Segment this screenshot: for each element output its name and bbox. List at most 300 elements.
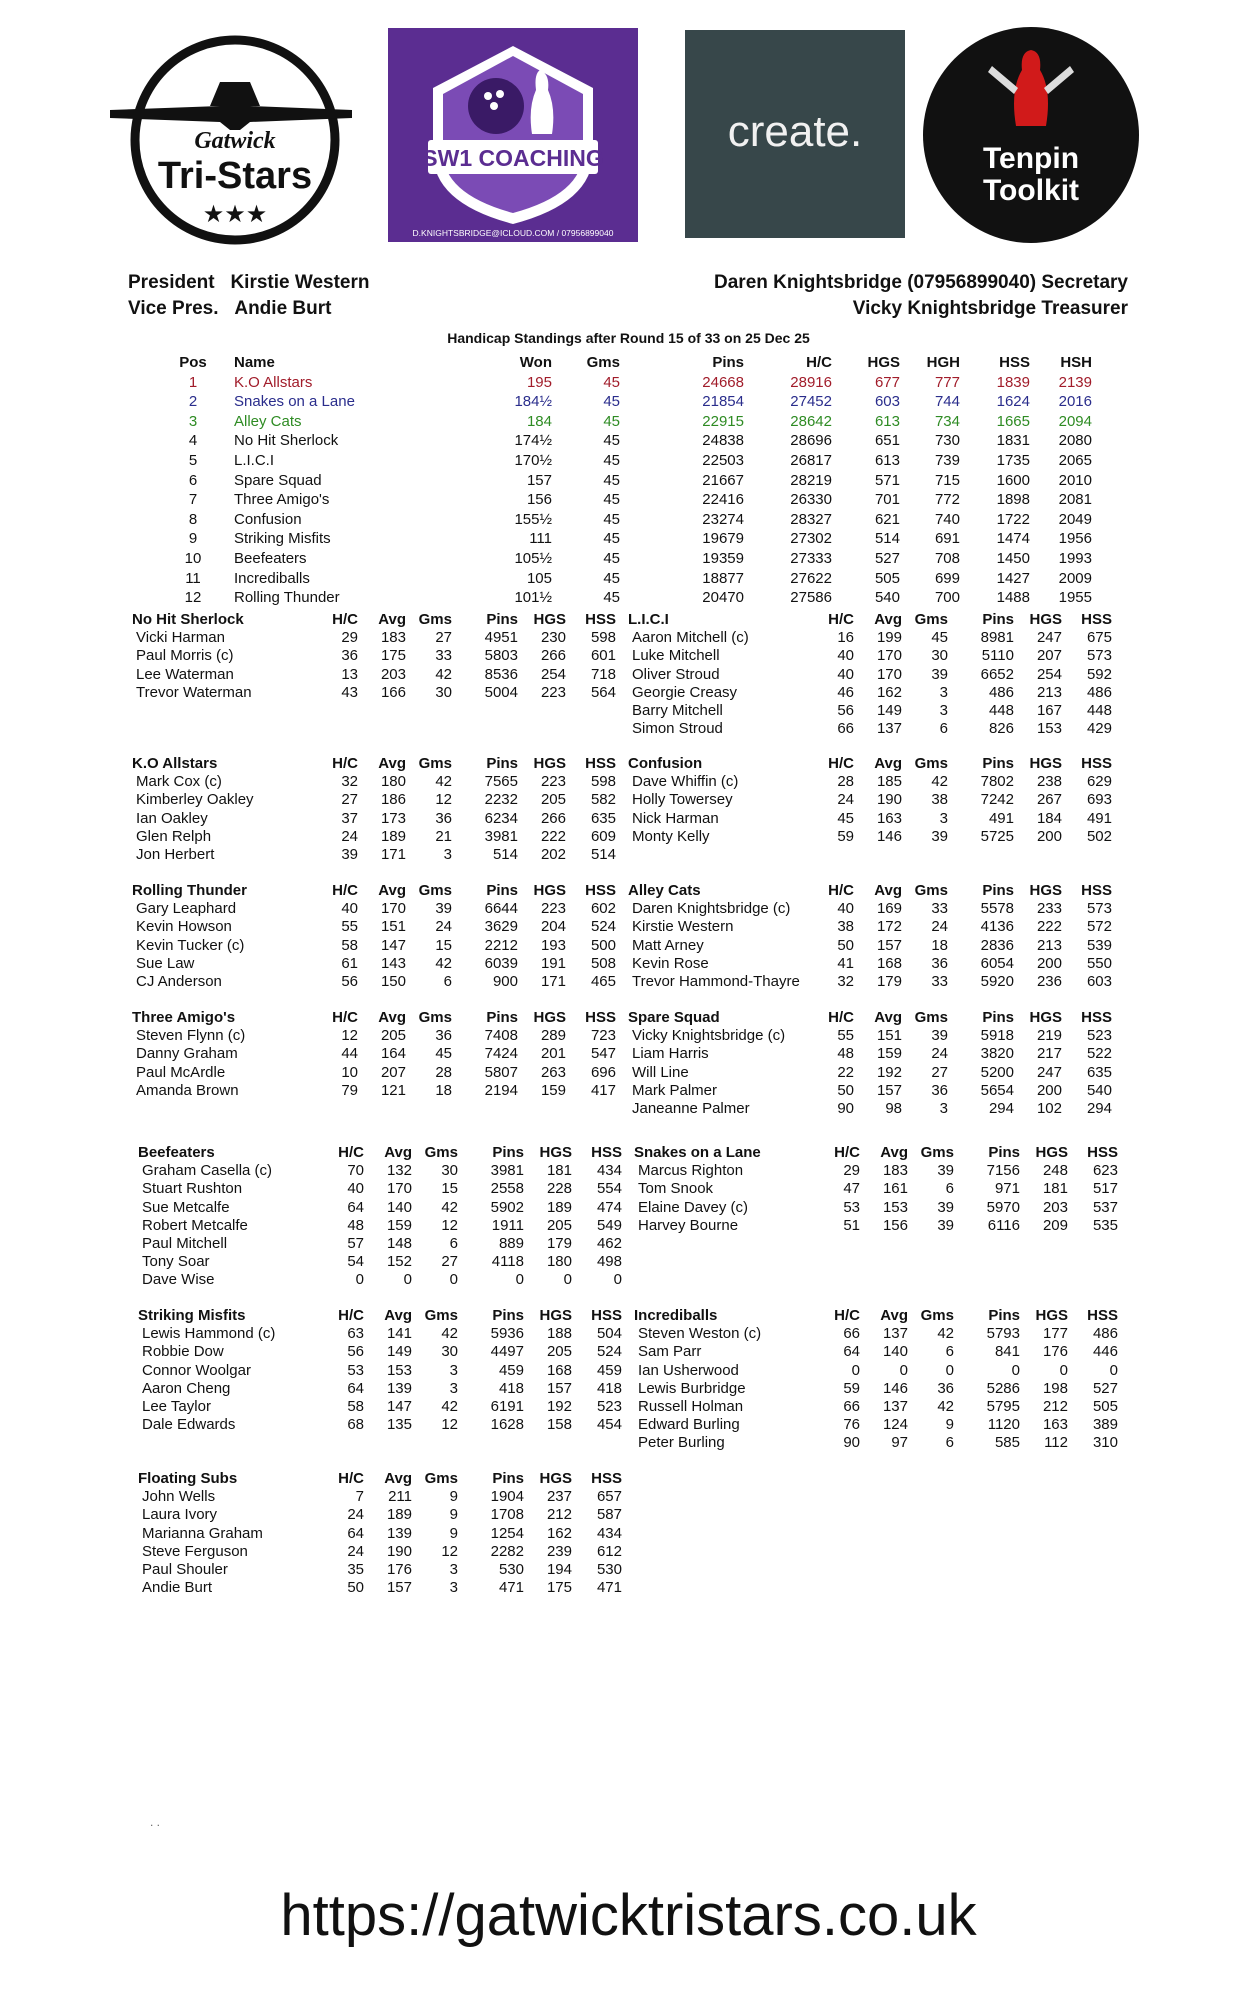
standings-cell-won: 111 [529, 530, 552, 548]
player-row [132, 900, 628, 918]
player-name: Ian Usherwood [638, 1361, 739, 1379]
player-name: Dale Edwards [142, 1416, 236, 1434]
player-hgs: 228 [546, 1180, 572, 1198]
standings-row [0, 550, 1257, 570]
player-pins: 841 [994, 1343, 1020, 1361]
team-header-gms: Gms [914, 882, 948, 899]
player-avg: 192 [876, 1063, 902, 1081]
player-hc: 58 [347, 1397, 364, 1415]
team-header-pins: Pins [982, 611, 1014, 628]
standings-cell-hgh: 715 [934, 471, 960, 489]
standings-cell-pins: 18877 [702, 569, 744, 587]
standings-row [0, 452, 1257, 472]
player-name: CJ Anderson [136, 972, 222, 990]
player-hss: 0 [1109, 1361, 1118, 1379]
standings-cell-pos: 1 [188, 373, 198, 391]
player-row [132, 810, 628, 828]
player-row [628, 773, 1124, 791]
player-row [138, 1362, 634, 1380]
player-gms: 42 [435, 665, 452, 683]
team-header-hgs: HGS [1029, 755, 1062, 772]
player-hss: 603 [1086, 972, 1112, 990]
player-hgs: 236 [1036, 972, 1062, 990]
standings-cell-hgs: 603 [874, 393, 900, 411]
player-hss: 723 [590, 1027, 616, 1045]
team-header-gms: Gms [920, 1144, 954, 1161]
standings-cell-pins: 22503 [702, 451, 744, 469]
player-avg: 180 [380, 773, 406, 791]
player-avg: 164 [380, 1045, 406, 1063]
team-name: L.I.C.I [628, 611, 669, 628]
standings-cell-hgs: 651 [874, 432, 900, 450]
player-hc: 29 [843, 1162, 860, 1180]
player-name: Lewis Burbridge [638, 1379, 746, 1397]
player-hgs: 191 [540, 954, 566, 972]
player-hss: 471 [596, 1579, 622, 1597]
player-pins: 5803 [484, 647, 518, 665]
team-header-hc: H/C [332, 882, 358, 899]
player-gms: 39 [931, 827, 948, 845]
player-hgs: 209 [1042, 1216, 1068, 1234]
standings-cell-hc: 27622 [790, 569, 832, 587]
team-header-hgs: HGS [533, 1009, 566, 1026]
team-header-pins: Pins [492, 1470, 524, 1487]
player-hc: 39 [341, 845, 358, 863]
player-pins: 294 [988, 1099, 1014, 1117]
standings-cell-hc: 27333 [790, 549, 832, 567]
player-name: Dave Wise [142, 1271, 215, 1289]
player-row [132, 846, 628, 864]
player-row [138, 1217, 634, 1235]
player-gms: 42 [441, 1325, 458, 1343]
standings-title: Handicap Standings after Round 15 of 33 on 25 Dec 25 [447, 330, 810, 346]
standings-cell-won: 156 [526, 491, 552, 509]
player-gms: 3 [939, 683, 948, 701]
player-hc: 50 [837, 936, 854, 954]
standings-cell-name: Beefeaters [234, 549, 307, 567]
player-hss: 535 [1092, 1216, 1118, 1234]
standings-cell-hgh: 772 [934, 491, 960, 509]
team-header-hss: HSS [591, 1144, 622, 1161]
player-row [634, 1180, 1130, 1198]
player-name: Aaron Cheng [142, 1379, 231, 1397]
player-name: Holly Towersey [632, 791, 733, 809]
player-hc: 47 [843, 1180, 860, 1198]
player-avg: 185 [876, 773, 902, 791]
team-header [138, 1470, 634, 1488]
standings-row [0, 413, 1257, 433]
standings-cell-hsh: 1993 [1058, 549, 1092, 567]
player-hgs: 222 [540, 827, 566, 845]
player-row [634, 1343, 1130, 1361]
player-gms: 45 [435, 1045, 452, 1063]
player-hgs: 112 [1044, 1434, 1068, 1452]
player-gms: 39 [937, 1216, 954, 1234]
player-pins: 1904 [490, 1488, 524, 1506]
team-table [138, 1307, 634, 1434]
player-row [628, 791, 1124, 809]
player-hgs: 213 [1036, 936, 1062, 954]
player-hc: 28 [837, 773, 854, 791]
player-hc: 57 [347, 1234, 364, 1252]
team-header-hss: HSS [1081, 1009, 1112, 1026]
player-hc: 53 [347, 1361, 364, 1379]
standings-cell-hgs: 613 [874, 412, 900, 430]
player-avg: 139 [386, 1379, 412, 1397]
team-header-gms: Gms [914, 611, 948, 628]
player-avg: 153 [386, 1361, 412, 1379]
player-pins: 3981 [484, 827, 518, 845]
player-hss: 598 [590, 773, 616, 791]
team-table [138, 1470, 634, 1597]
player-pins: 900 [492, 972, 518, 990]
player-hc: 22 [837, 1063, 854, 1081]
player-name: Tony Soar [142, 1253, 210, 1271]
player-avg: 207 [380, 1063, 406, 1081]
player-hc: 44 [341, 1045, 358, 1063]
player-hss: 623 [1092, 1162, 1118, 1180]
player-pins: 7408 [484, 1027, 518, 1045]
standings-row [0, 511, 1257, 531]
player-pins: 3981 [490, 1162, 524, 1180]
standings-cell-pins: 24838 [702, 432, 744, 450]
player-hc: 56 [837, 701, 854, 719]
player-avg: 159 [876, 1045, 902, 1063]
standings-header-pos: Pos [179, 354, 207, 371]
standings-header-won: Won [519, 354, 552, 371]
player-avg: 139 [386, 1524, 412, 1542]
player-gms: 15 [435, 936, 452, 954]
standings-cell-hgh: 699 [934, 569, 960, 587]
player-avg: 98 [885, 1099, 902, 1117]
player-hc: 90 [843, 1434, 860, 1452]
standings-cell-pos: 2 [188, 393, 198, 411]
player-pins: 5004 [484, 683, 518, 701]
player-hgs: 254 [1036, 665, 1062, 683]
team-name: Spare Squad [628, 1009, 720, 1026]
player-name: Trevor Hammond-Thayre [632, 972, 800, 990]
player-hss: 446 [1092, 1343, 1118, 1361]
player-avg: 157 [876, 1081, 902, 1099]
team-header [138, 1144, 634, 1162]
player-avg: 176 [386, 1560, 412, 1578]
team-header-pins: Pins [486, 1009, 518, 1026]
player-row [628, 720, 1124, 738]
standings-cell-gms: 45 [603, 393, 620, 411]
player-hc: 0 [355, 1271, 364, 1289]
player-name: Steven Weston (c) [638, 1325, 762, 1343]
player-hc: 55 [341, 918, 358, 936]
player-name: Vicki Harman [136, 629, 225, 647]
team-header-hc: H/C [834, 1144, 860, 1161]
player-hgs: 219 [1036, 1027, 1062, 1045]
team-header-gms: Gms [914, 755, 948, 772]
standings-cell-pos: 12 [184, 589, 202, 607]
player-name: Robbie Dow [142, 1343, 224, 1361]
player-gms: 6 [945, 1343, 954, 1361]
player-pins: 2212 [484, 936, 518, 954]
player-hgs: 162 [546, 1524, 572, 1542]
player-name: Will Line [632, 1063, 689, 1081]
player-hgs: 201 [540, 1045, 566, 1063]
player-name: Russell Holman [638, 1397, 744, 1415]
player-gms: 3 [449, 1579, 458, 1597]
player-gms: 39 [931, 665, 948, 683]
player-avg: 121 [380, 1081, 406, 1099]
player-hgs: 238 [1036, 773, 1062, 791]
player-pins: 0 [1011, 1361, 1020, 1379]
player-hgs: 0 [1059, 1361, 1068, 1379]
standings-cell-hc: 28916 [790, 373, 832, 391]
player-hc: 37 [341, 809, 358, 827]
player-hc: 24 [837, 791, 854, 809]
player-avg: 156 [882, 1216, 908, 1234]
player-pins: 5725 [980, 827, 1014, 845]
player-hc: 63 [347, 1325, 364, 1343]
standings-cell-pos: 5 [188, 451, 198, 469]
player-row [138, 1380, 634, 1398]
standings-row [0, 393, 1257, 413]
player-pins: 8536 [484, 665, 518, 683]
player-gms: 33 [931, 972, 948, 990]
player-avg: 203 [380, 665, 406, 683]
player-avg: 97 [891, 1434, 908, 1452]
player-hss: 462 [596, 1234, 622, 1252]
team-header-pins: Pins [486, 882, 518, 899]
player-avg: 151 [380, 918, 406, 936]
player-hss: 486 [1092, 1325, 1118, 1343]
player-hc: 41 [837, 954, 854, 972]
team-header-hc: H/C [828, 755, 854, 772]
standings-cell-hgs: 505 [874, 569, 900, 587]
player-avg: 153 [882, 1198, 908, 1216]
team-header-hc: H/C [332, 755, 358, 772]
standings-cell-pos: 3 [188, 412, 198, 430]
team-header-avg: Avg [378, 882, 406, 899]
player-row [138, 1525, 634, 1543]
player-hss: 602 [590, 900, 616, 918]
player-hc: 59 [837, 827, 854, 845]
player-avg: 151 [876, 1027, 902, 1045]
player-avg: 149 [386, 1343, 412, 1361]
player-name: Laura Ivory [142, 1506, 218, 1524]
player-name: Gary Leaphard [136, 900, 237, 918]
player-pins: 6054 [980, 954, 1014, 972]
standings-cell-pins: 19679 [702, 530, 744, 548]
player-hgs: 239 [546, 1542, 572, 1560]
officers-row-2 [128, 298, 1128, 324]
standings-cell-won: 105½ [514, 549, 552, 567]
player-row [138, 1199, 634, 1217]
standings-cell-hss: 1735 [996, 451, 1030, 469]
player-gms: 3 [939, 1099, 948, 1117]
player-gms: 28 [435, 1063, 452, 1081]
player-avg: 175 [380, 647, 406, 665]
player-hss: 514 [590, 845, 616, 863]
website-url[interactable]: https://gatwicktristars.co.uk [280, 1883, 977, 1948]
player-gms: 9 [449, 1488, 458, 1506]
team-header-hc: H/C [332, 611, 358, 628]
standings-cell-pos: 9 [188, 530, 198, 548]
standings-cell-hss: 1722 [996, 510, 1030, 528]
standings-cell-hss: 1665 [996, 412, 1030, 430]
player-avg: 189 [386, 1506, 412, 1524]
standings-cell-won: 155½ [514, 510, 552, 528]
player-hc: 24 [347, 1506, 364, 1524]
player-hgs: 167 [1036, 701, 1062, 719]
player-avg: 170 [876, 665, 902, 683]
standings-cell-pos: 4 [188, 432, 198, 450]
player-pins: 889 [498, 1234, 524, 1252]
player-gms: 30 [441, 1162, 458, 1180]
player-hss: 635 [590, 809, 616, 827]
player-pins: 491 [988, 809, 1014, 827]
standings-cell-hgh: 740 [934, 510, 960, 528]
player-gms: 42 [937, 1325, 954, 1343]
player-hss: 573 [1086, 900, 1112, 918]
player-hc: 40 [837, 665, 854, 683]
player-row [132, 666, 628, 684]
player-pins: 7565 [484, 773, 518, 791]
standings-cell-pos: 10 [184, 549, 202, 567]
player-hgs: 180 [546, 1253, 572, 1271]
player-pins: 5110 [981, 647, 1014, 665]
player-row [628, 937, 1124, 955]
player-gms: 9 [449, 1506, 458, 1524]
team-header [132, 611, 628, 629]
player-hss: 547 [590, 1045, 616, 1063]
player-hc: 40 [837, 900, 854, 918]
team-header-pins: Pins [492, 1144, 524, 1161]
team-header-avg: Avg [378, 1009, 406, 1026]
player-pins: 486 [988, 683, 1014, 701]
player-row [138, 1561, 634, 1579]
standings-row [0, 530, 1257, 550]
player-hc: 61 [341, 954, 358, 972]
standings-cell-hgh: 730 [934, 432, 960, 450]
player-avg: 124 [882, 1416, 908, 1434]
player-row [628, 973, 1124, 991]
standings-cell-name: K.O Allstars [234, 373, 313, 391]
vice-label: Vice Pres. [128, 298, 219, 319]
player-hgs: 200 [1036, 1081, 1062, 1099]
team-header-hc: H/C [338, 1470, 364, 1487]
player-avg: 141 [386, 1325, 412, 1343]
player-hss: 693 [1086, 791, 1112, 809]
player-avg: 170 [876, 647, 902, 665]
player-row [628, 1027, 1124, 1045]
team-header [132, 755, 628, 773]
team-header-hc: H/C [828, 611, 854, 628]
team-header-avg: Avg [384, 1144, 412, 1161]
player-gms: 27 [931, 1063, 948, 1081]
player-hss: 573 [1086, 647, 1112, 665]
player-name: Danny Graham [136, 1045, 238, 1063]
team-header-hss: HSS [585, 755, 616, 772]
team-header-pins: Pins [492, 1307, 524, 1324]
player-row [634, 1362, 1130, 1380]
player-hgs: 207 [1036, 647, 1062, 665]
player-hgs: 254 [540, 665, 566, 683]
standings-cell-hss: 1831 [996, 432, 1030, 450]
standings-cell-pins: 20470 [702, 589, 744, 607]
standings-cell-pos: 6 [188, 471, 198, 489]
player-gms: 42 [931, 773, 948, 791]
player-hgs: 266 [540, 809, 566, 827]
player-hc: 36 [341, 647, 358, 665]
team-name: Floating Subs [138, 1470, 238, 1487]
standings-cell-hsh: 2094 [1058, 412, 1092, 430]
team-header-pins: Pins [982, 1009, 1014, 1026]
standings-header-hss: HSS [999, 354, 1030, 371]
player-avg: 0 [403, 1271, 412, 1289]
player-avg: 166 [380, 683, 406, 701]
player-row [138, 1325, 634, 1343]
team-table [628, 611, 1124, 738]
player-hgs: 204 [540, 918, 566, 936]
player-hss: 582 [590, 791, 616, 809]
team-header-avg: Avg [384, 1307, 412, 1324]
player-pins: 514 [492, 845, 518, 863]
player-hgs: 0 [563, 1271, 572, 1289]
player-pins: 5918 [980, 1027, 1014, 1045]
player-hc: 76 [843, 1416, 860, 1434]
player-name: Stuart Rushton [142, 1180, 243, 1198]
player-pins: 6234 [484, 809, 518, 827]
player-name: Sue Metcalfe [142, 1198, 230, 1216]
player-hc: 27 [341, 791, 358, 809]
team-name: Alley Cats [628, 882, 701, 899]
team-header-gms: Gms [920, 1307, 954, 1324]
player-gms: 6 [945, 1434, 954, 1452]
player-avg: 137 [882, 1397, 908, 1415]
player-hc: 51 [843, 1216, 860, 1234]
player-row [634, 1434, 1130, 1452]
tristars-logo [100, 22, 362, 252]
player-name: Marcus Righton [638, 1162, 744, 1180]
team-header [132, 1009, 628, 1027]
player-avg: 170 [386, 1180, 412, 1198]
standings-cell-hss: 1898 [996, 491, 1030, 509]
player-pins: 459 [498, 1361, 524, 1379]
team-header-hss: HSS [585, 611, 616, 628]
player-name: Paul Mitchell [142, 1234, 228, 1252]
player-avg: 143 [380, 954, 406, 972]
player-avg: 150 [380, 972, 406, 990]
tenpin-toolkit-logo [922, 26, 1140, 244]
team-header-hgs: HGS [1029, 882, 1062, 899]
player-hc: 45 [837, 809, 854, 827]
player-pins: 3629 [484, 918, 518, 936]
player-pins: 4951 [484, 629, 518, 647]
player-hgs: 200 [1036, 954, 1062, 972]
player-hss: 530 [596, 1560, 622, 1578]
player-avg: 190 [876, 791, 902, 809]
team-header-avg: Avg [874, 882, 902, 899]
standings-header [0, 354, 1257, 374]
player-row [132, 1027, 628, 1045]
standings-cell-name: Three Amigo's [234, 491, 330, 509]
player-hc: 10 [341, 1063, 358, 1081]
player-hc: 40 [837, 647, 854, 665]
standings-cell-name: Striking Misfits [234, 530, 331, 548]
player-name: Mark Palmer [632, 1081, 718, 1099]
player-hss: 459 [596, 1361, 622, 1379]
player-hc: 24 [347, 1542, 364, 1560]
player-avg: 189 [380, 827, 406, 845]
standings-cell-hsh: 2080 [1058, 432, 1092, 450]
player-gms: 0 [945, 1361, 954, 1379]
